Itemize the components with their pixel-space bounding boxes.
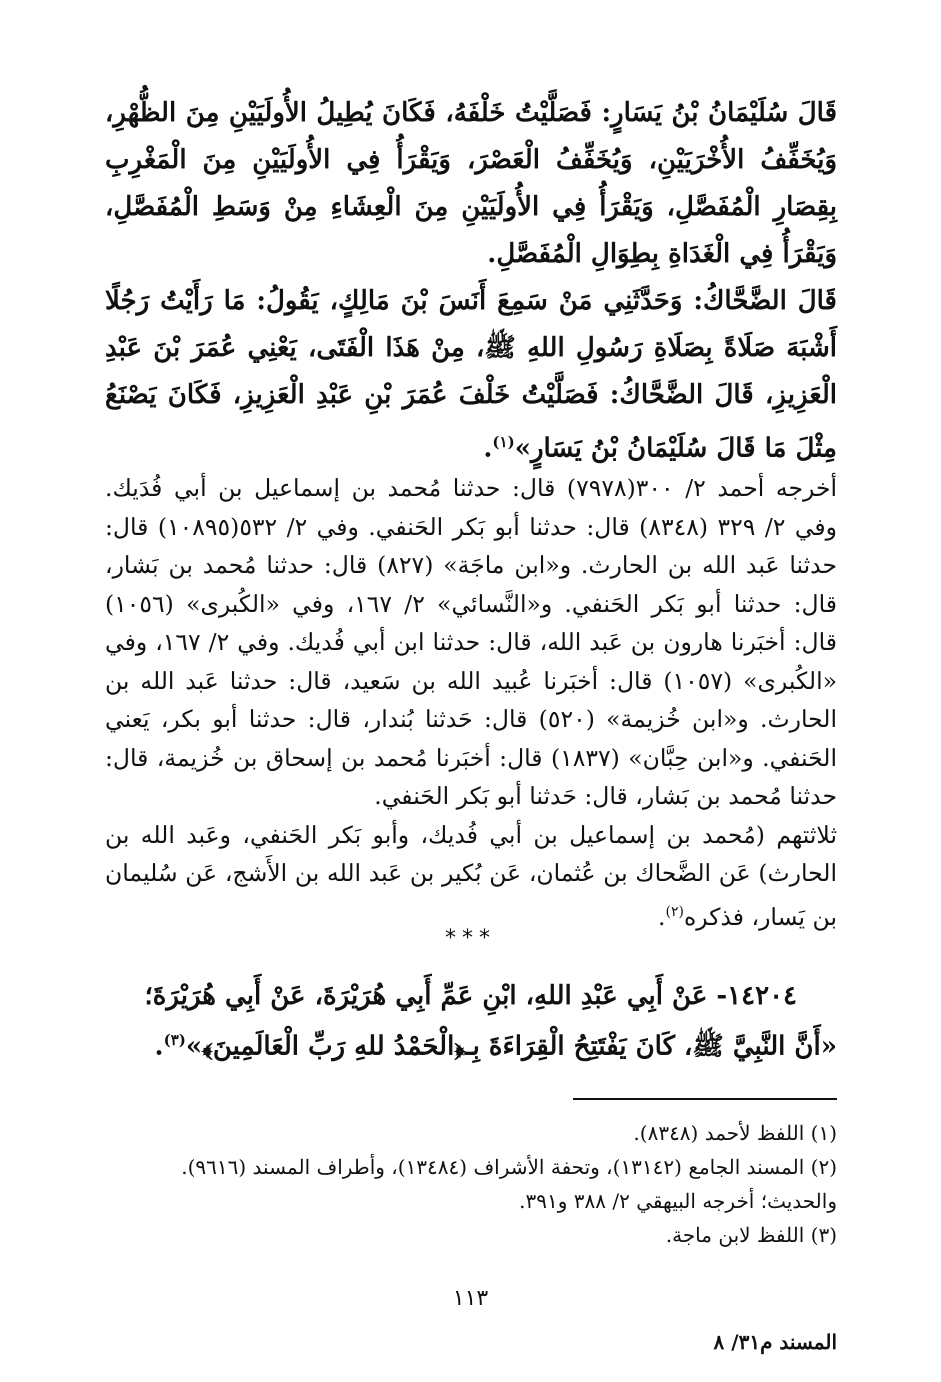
main-paragraph-2-end: .	[483, 433, 493, 464]
hadith-line-1: ١٤٢٠٤- عَنْ أَبِي عَبْدِ اللهِ، ابْنِ عَمِّ أَبِي هُرَيْرَةَ، عَنْ أَبِي هُرَيْرَةَ؛	[144, 981, 797, 1011]
hadith-line-2-end: .	[154, 1031, 164, 1062]
hadith-line-2-text: «أَنَّ النَّبِيَّ ﷺ، كَانَ يَفْتَتِحُ الْقِرَاءَةَ بِـ﴿الْحَمْدُ للهِ رَبِّ الْعَالَمِينَ﴾»	[185, 1031, 837, 1062]
hadith-section	[105, 974, 837, 1069]
takhrij-paragraph-2-end: .	[658, 902, 666, 931]
footnote-3: (٣) اللفظ لابن ماجة.	[665, 1223, 837, 1247]
takhrij-section	[105, 469, 837, 936]
main-paragraph-2-text: قَالَ الضَّحَّاكُ: وَحَدَّثَنِي مَنْ سَمِعَ أَنَسَ بْنَ مَالِكٍ، يَقُولُ: مَا رَأَيْتُ رَجُلًا أَشْبَهَ صَلَاةً بِصَلَاةِ رَسُولِ اللهِ ﷺ، مِنْ هَذَا الْفَتَى، يَعْنِي عُمَرَ بْنَ عَبْدِ الْعَزِيزِ، قَالَ الضَّحَّاكُ: فَصَلَّيْتُ خَلْفَ عُمَرَ بْنِ عَبْدِ الْعَزِيزِ، فَكَانَ يَصْنَعُ مِثْلَ مَا قَالَ سُلَيْمَانُ بْنُ يَسَارٍ»	[105, 286, 837, 464]
footnote-ref-1: (١)	[492, 433, 515, 451]
footnote-2: (٢) المسند الجامع (١٣١٤٢)، وتحفة الأشراف (١٣٤٨٤)، وأطراف المسند (٩٦١٦).	[181, 1155, 837, 1179]
main-text-section	[105, 90, 837, 473]
footnotes-section	[105, 1116, 837, 1252]
footnote-divider	[573, 1098, 837, 1100]
volume-signature: المسند م٣١/ ٨	[713, 1330, 837, 1354]
takhrij-paragraph-2-text: ثلاثتهم (مُحمد بن إسماعيل بن أبي فُديك، وأبو بَكر الحَنفي، وعَبد الله بن الحارث) عَن الضَّحاك بن عُثمان، عَن بُكير بن عَبد الله بن الأَشج، عَن سُليمان بن يَسار، فذكره	[105, 820, 837, 931]
main-paragraph-1: قَالَ سُلَيْمَانُ بْنُ يَسَارٍ: فَصَلَّيْتُ خَلْفَهُ، فَكَانَ يُطِيلُ الأُولَيَيْنِ مِنَ الظُّهْرِ، وَيُخَفِّفُ الأُخْرَيَيْنِ، وَيُخَفِّفُ الْعَصْرَ، وَيَقْرَأُ فِي الأُولَيَيْنِ مِنَ الْمَغْرِبِ بِقِصَارِ الْمُفَصَّلِ، وَيَقْرَأُ فِي الأُولَيَيْنِ مِنَ الْعِشَاءِ مِنْ وَسَطِ الْمُفَصَّلِ، وَيَقْرَأُ فِي الْغَدَاةِ بِطِوَالِ الْمُفَصَّلِ.	[105, 98, 837, 269]
footnote-ref-3: (٣)	[163, 1031, 186, 1049]
takhrij-paragraph-2	[105, 816, 837, 936]
main-paragraph-2	[105, 278, 837, 473]
section-separator: ***	[445, 926, 496, 951]
footnote-1: (١) اللفظ لأحمد (٨٣٤٨).	[633, 1121, 837, 1145]
takhrij-paragraph-1: أخرجه أحمد ٢/ ٣٠٠(٧٩٧٨) قال: حدثنا مُحمد بن إسماعيل بن أبي فُدَيك. وفي ٢/ ٣٢٩ (٨٣٤٨) قال: حدثنا أبو بَكر الحَنفي. وفي ٢/ ٥٣٢(١٠٨٩٥) قال: حدثنا عَبد الله بن الحارث. و«ابن ماجَة» (٨٢٧) قال: حدثنا مُحمد بن بَشار، قال: حدثنا أبو بَكر الحَنفي. و«النَّسائي» ٢/ ١٦٧، وفي «الكُبرى» (١٠٥٦) قال: أخبَرنا هارون بن عَبد الله، قال: حدثنا ابن أبي فُديك. وفي ٢/ ١٦٧، وفي «الكُبرى» (١٠٥٧) قال: أخبَرنا عُبيد الله بن سَعيد، قال: حدثنا عَبد الله بن الحارث. و«ابن خُزيمة» (٥٢٠) قال: حَدثنا بُندار، قال: حدثنا أبو بكر، يَعني الحَنفي. و«ابن حِبَّان» (١٨٣٧) قال: أخبَرنا مُحمد بن إسحاق بن خُزيمة، قال: حدثنا مُحمد بن بَشار، قال: حَدثنا أبو بَكر الحَنفي.	[105, 474, 838, 810]
footnote-ref-2: (٢)	[665, 903, 684, 920]
page-number: ١١٣	[452, 1286, 489, 1311]
footnote-2-continuation: والحديث؛ أخرجه البيهقي ٢/ ٣٨٨ و٣٩١.	[519, 1189, 837, 1213]
hadith-line-2	[105, 1018, 837, 1069]
